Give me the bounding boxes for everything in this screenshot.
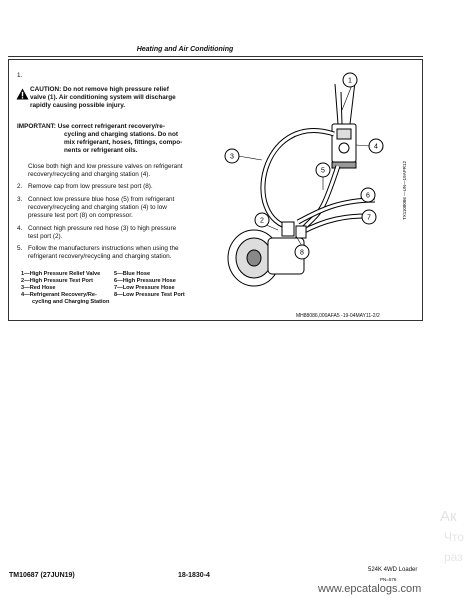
- caution-line-3: rapidly causing possible injury.: [30, 102, 126, 109]
- ac-charging-figure: [210, 70, 420, 310]
- step-3-line-2: recovery/recycling and charging station (4) to low: [28, 204, 167, 211]
- legend-item-2: 2—High Pressure Test Port: [21, 278, 94, 284]
- legend-item-4-cont: cycling and Charging Station: [32, 299, 110, 305]
- overlay-line-2: Что: [444, 530, 464, 544]
- legend-item-7: 7—Low Pressure Hose: [114, 285, 175, 291]
- callout-5-label: 5: [321, 167, 325, 175]
- callout-2-label: 2: [260, 217, 264, 225]
- charging-station-illustration: [332, 82, 356, 168]
- footer-model: 524K 4WD Loader: [368, 567, 418, 573]
- close-valves-line-2: recovery/recycling and charging station (4).: [28, 171, 151, 178]
- callout-7: [362, 210, 376, 224]
- caution-line-1: CAUTION: Do not remove high pressure relief: [30, 86, 169, 93]
- callout-7-label: 7: [367, 214, 371, 222]
- step-4-number: 4.: [17, 225, 23, 232]
- footer-pn: PN=576: [380, 577, 397, 582]
- step-3-number: 3.: [17, 196, 23, 203]
- legend-item-6: 6—High Pressure Hose: [114, 278, 176, 284]
- step-4-line-1: Connect high pressure red hose (3) to high pressure: [28, 225, 177, 232]
- step-2-number: 2.: [17, 183, 23, 190]
- overlay-line-1: Ак: [440, 508, 457, 525]
- callout-1: [342, 73, 357, 110]
- callout-8-label: 8: [300, 249, 304, 257]
- legend-item-4: 4—Refrigerant Recovery/Re-: [21, 292, 97, 298]
- legend-item-1: 1—High Pressure Relief Valve: [21, 271, 101, 277]
- footer-doc-id: TM10687 (27JUN19): [9, 572, 75, 579]
- compressor-illustration: [228, 222, 306, 286]
- step-2-line-1: Remove cap from low pressure test port (8).: [28, 183, 153, 190]
- close-valves-line-1: Close both high and low pressure valves on refrigerant: [28, 163, 183, 170]
- caution-line-2: valve (1). Air conditioning system will discharge: [30, 94, 176, 101]
- legend-item-5: 5—Blue Hose: [114, 271, 151, 277]
- section-title: Heating and Air Conditioning: [136, 46, 234, 53]
- important-line-4: nents or refrigerant oils.: [64, 147, 138, 154]
- step-5-line-2: refrigerant recovery/recycling and charging station.: [28, 253, 172, 260]
- figure-side-id: TX1108086 —UN—19APR12: [402, 161, 407, 220]
- step-4-line-2: test port (2).: [28, 233, 63, 240]
- header-rule: [8, 56, 423, 57]
- step-5-number: 5.: [17, 245, 23, 252]
- footer-page-number: 18-1830-4: [178, 572, 210, 579]
- step-3-line-1: Connect low pressure blue hose (5) from refrigerant: [28, 196, 175, 203]
- important-line-2: cycling and charging stations. Do not: [64, 131, 178, 138]
- step-1-number: 1.: [17, 72, 23, 79]
- callout-3: [225, 149, 262, 163]
- important-line-1: IMPORTANT: Use correct refrigerant recovery/re-: [17, 123, 165, 130]
- step-5-line-1: Follow the manufacturers instructions when using the: [28, 245, 179, 252]
- legend-item-8: 8—Low Pressure Test Port: [114, 292, 185, 298]
- step-3-line-3: pressure test port (8) on compressor.: [28, 212, 133, 219]
- legend-item-3: 3—Red Hose: [21, 285, 56, 291]
- hoses: [263, 131, 375, 232]
- overlay-line-3: раз: [444, 550, 463, 564]
- callout-1-label: 1: [348, 77, 352, 85]
- important-line-3: mix refrigerant, hoses, fittings, compo-: [64, 139, 183, 146]
- callout-6-label: 6: [366, 192, 370, 200]
- caution-triangle-icon: [16, 88, 29, 100]
- callout-5: [316, 163, 330, 190]
- figure-bottom-id: MH88086,000AFA5 -19-04MAY11-2/2: [296, 313, 380, 319]
- callout-4-label: 4: [374, 143, 378, 151]
- callout-3-label: 3: [230, 153, 234, 161]
- callout-4: [356, 139, 383, 153]
- watermark-text: www.epcatalogs.com: [318, 583, 422, 595]
